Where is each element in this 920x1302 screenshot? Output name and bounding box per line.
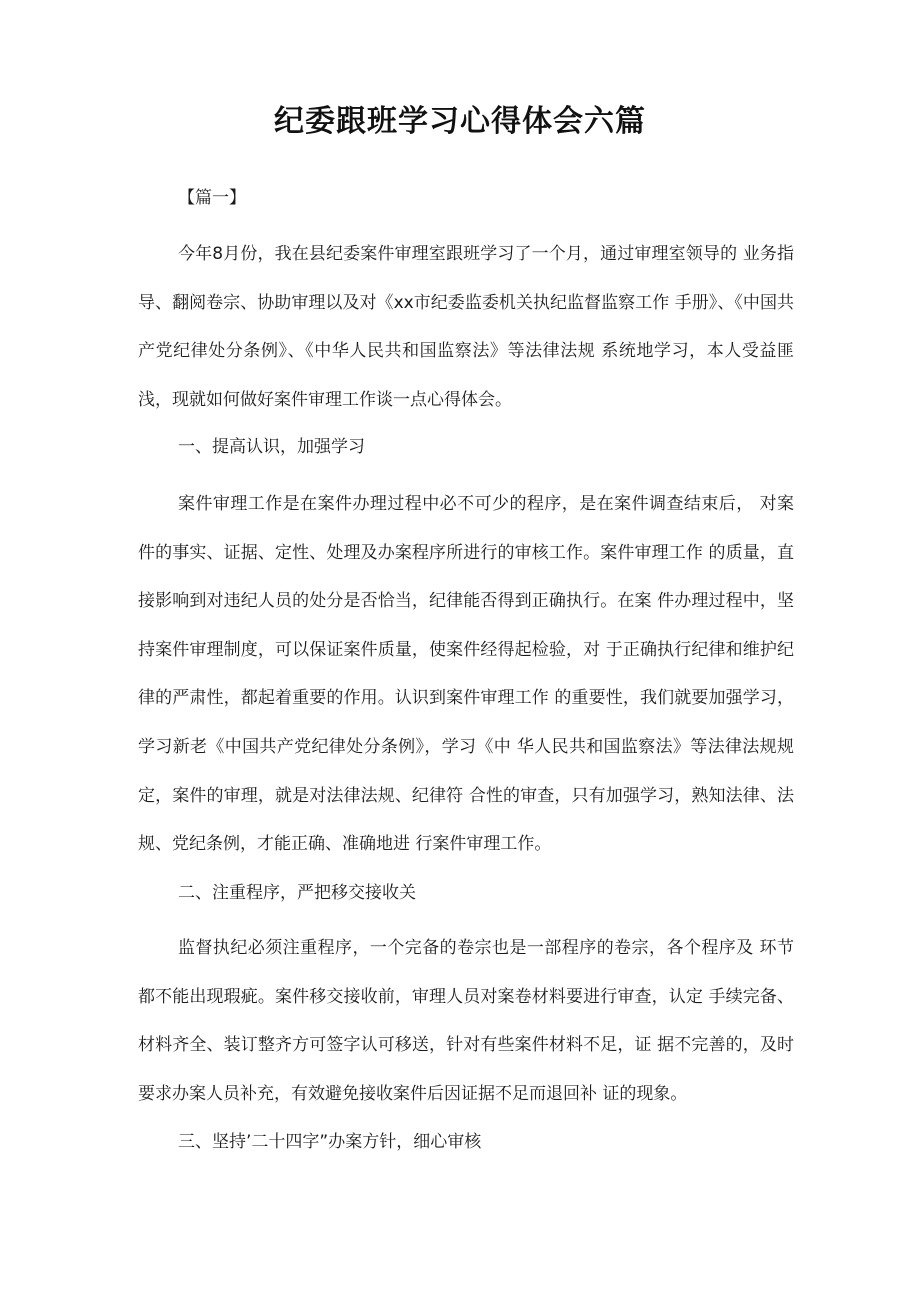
body-paragraph-2: 监督执纪必须注重程序，一个完备的卷宗也是一部程序的卷宗，各个程序及 环节都不能出现瑕疵。案件移交接收前，审理人员对案卷材料要进行审查，认定 手续完备、材料齐全、装订整齐方可签字认可移送，针对有些案件材料不足，证 据不完善的，及时要求办案人员补充，有效避免接收案件后因证据不足而退回补 证的现象。 bbox=[138, 938, 794, 1104]
body-paragraph-1: 案件审理工作是在案件办理过程中必不可少的程序，是在案件调查结束后， 对案件的事实、证据、定性、处理及办案程序所进行的审核工作。案件审理工作 的质量，直接影响到对违纪人员的处分是否恰当，纪律能否得到正确执行。在案 件办理过程中，坚持案件审理制度，可以保证案件质量，使案件经得起检验，对 于正确执行纪律和维护纪律的严肃性，都起着重要的作用。认识到案件审理工作 的重要性，我们就要加强学习，学习新老《中国共产党纪律处分条例》，学习《中 华人民共和国监察法》等法律法规规定，案件的审理，就是对法律法规、纪律符 合性的审查，只有加强学习，熟知法律、法规、党纪条例，才能正确、准确地进 行案件审理工作。 bbox=[138, 494, 794, 855]
page-title: 纪委跟班学习心得体会六篇 bbox=[274, 104, 646, 139]
section-marker: 【篇一】 bbox=[178, 188, 246, 208]
section-heading-3: 三、坚持’二十四字”办案方针，细心审核 bbox=[178, 1132, 482, 1152]
intro-paragraph: 今年8月份，我在县纪委案件审理室跟班学习了一个月，通过审理室领导的 业务指导、翻阅卷宗、协助审理以及对《xx市纪委监委机关执纪监督监察工作 手册》、《中国共产党纪律处分条例》、《中华人民共和国监察法》等法律法规 系统地学习，本人受益匪浅，现就如何做好案件审理工作谈一点心得体会。 bbox=[138, 244, 794, 410]
section-heading-1: 一、提高认识，加强学习 bbox=[178, 437, 365, 457]
section-heading-2: 二、注重程序，严把移交接收关 bbox=[178, 883, 416, 903]
